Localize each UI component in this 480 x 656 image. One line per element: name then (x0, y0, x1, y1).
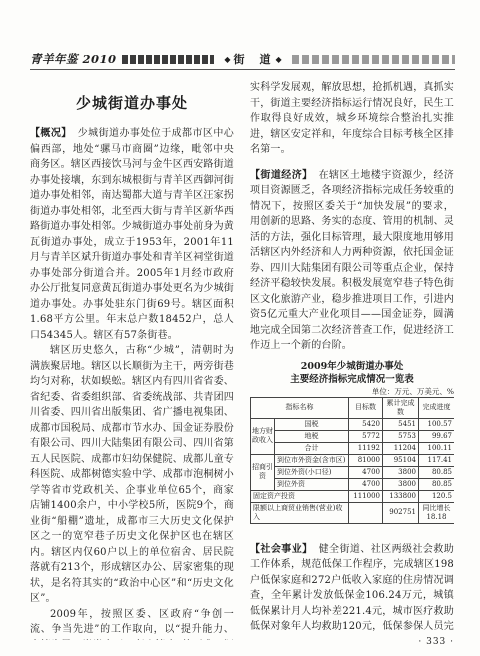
economy-paragraph (250, 168, 454, 354)
row-completed: 11204 (383, 442, 419, 454)
row-target: 81000 (349, 454, 383, 466)
row-completed: 5451 (383, 418, 419, 430)
economic-indicators-table (250, 397, 454, 524)
social-text: 健全街道、社区两级社会救助工作体系，规范低保工作程序，完成辖区198户低保家庭和272户低收入家庭的住房情况调查，全年累计发放低保金106.24万元，城镇低保累计月人均补差221.4元，城市医疗救助低保对象年人均救助120元，低保参保人员完 (250, 543, 454, 632)
row-target: 111000 (349, 490, 383, 502)
economy-label: 【街道经济】 (250, 169, 313, 181)
row-item: 到位外资 (275, 478, 349, 490)
social-paragraph (250, 542, 454, 635)
header-rule (30, 69, 455, 70)
group-investment-attraction: 招商引资 (251, 454, 275, 490)
row-target: 4700 (349, 466, 383, 478)
overview-text: 少城街道办事处位于成都市区中心偏西部，地处“骡马市商圈”边缘，毗邻中央商务区。辖区西接饮马河与金牛区西安路街道办事处接壤，东到东城根街与青羊区西御河街道办事处相邻，南达蜀都大道与青羊区汪家拐街道办事处相邻，北至西大街与青羊区新华西路街道办事处相邻。少城街道办事处前身为黄瓦街道办事处，成立于1953年，2001年11月与青羊区斌升街道办事处和青羊区祠堂街道办事处部分街道合并。2005年1月经市政府办公厅批复同意黄瓦街道办事处更名为少城街道办事处。办事处驻东门街69号。辖区面积1.68平方公里。年末总户数18452户，总人口54345人。辖区有57条街巷。 (30, 128, 234, 341)
header-section (216, 51, 290, 67)
book-title: 青羊年鉴 2010 (30, 52, 117, 66)
economic-indicators-table-block (250, 360, 454, 524)
running-header (30, 50, 455, 71)
header-pattern-right (292, 55, 455, 64)
row-progress: 100.11 (419, 442, 455, 454)
history-paragraph: 辖区历史悠久，古称“少城”，清朝时为满族聚居地。辖区以长顺街为主干，两旁街巷均匀对称，状如蜈蚣。辖区内有四川省省委、省纪委、省委组织部、省委统战部、共青团四川省委、四川省出版集团、省广播电视集团、成都市国税局、成都市节水办、国金证券股份有限公司、四川大陆集团有限公司、四川省第五人民医院、成都市妇幼保健院、成都儿童专科医院、成都树德实验中学、成都市泡桐树小学等省市党政机关、企事业单位65个，商家店铺1400余户，中小学校5所，医院9个，商业街“船棚”遗址，成都市三大历史文化保护区之一的宽窄巷子历史文化保护区也在辖区内。辖区内仅60户以上的单位宿舍、居民院落就有213个，形成辖区办公、居家密集的现状，是名符其实的“政治中心区”和“历史文化区”。 (30, 345, 234, 604)
row-target: 5772 (349, 430, 383, 442)
row-completed: 5753 (383, 430, 419, 442)
row-item: 限额以上商贸业销售(营业)收入 (251, 502, 349, 523)
header-pattern-left (122, 55, 214, 64)
row-completed: 3800 (383, 466, 419, 478)
right-column (250, 80, 454, 634)
economy-text: 在辖区土地楼宇资源少，经济项目资源匮乏，各项经济指标完成任务较重的情况下，按照区委关于“加快发展”的要求，用创新的思路、务实的态度、管用的机制、灵活的方法，强化目标管理，最大限度地用够用活辖区内外经济和人力两种资源，依托国金证券、四川大陆集团有限公司等重点企业，保持经济平稳较快发展。积极发展宽窄巷子特色街区文化旅游产业，稳步推进项目工作，引进内资5亿元重大产业化项目——国金证券，圆满地完成全国第二次经济普查工作，促进经济工作迈上一个新的台阶。 (250, 169, 454, 351)
header-target: 目标数 (349, 397, 383, 418)
row-item: 固定资产投资 (251, 490, 349, 502)
table-row (251, 418, 455, 430)
row-item: 国税 (275, 418, 349, 430)
row-item: 到位外资(小口径) (275, 466, 349, 478)
row-progress: 117.41 (419, 454, 455, 466)
header-completed: 累计完成数 (383, 397, 419, 418)
table-row (251, 442, 455, 454)
row-target: 4700 (349, 478, 383, 490)
row-progress-value: 18.18 (426, 512, 447, 521)
row-progress: 80.85 (419, 478, 455, 490)
page-number: · 333 · (418, 637, 454, 647)
header-progress: 完成进度 (419, 397, 455, 418)
row-progress: 120.5 (419, 490, 455, 502)
row-item: 到位市外资金(含市区) (275, 454, 349, 466)
table-title-line1: 2009年少城街道办事处 (300, 360, 404, 372)
diamond-icon (276, 54, 282, 64)
table-unit: 单位：万元、万美元、% (371, 386, 454, 396)
row-completed: 3800 (383, 478, 419, 490)
row-progress-label: 同比增长 (422, 503, 451, 512)
table-row (251, 454, 455, 466)
group-fiscal-revenue: 地方财政收入 (251, 418, 275, 454)
row-progress: 80.85 (419, 466, 455, 478)
row-completed: 133800 (383, 490, 419, 502)
year-summary-paragraph: 2009年，按照区委、区政府“争创一流、争当先进”的工作取向，以“提升能力、 (30, 608, 234, 635)
year-summary-continued: 实科学发展观，解放思想，抢抓机遇，真抓实干，街道主要经济指标运行情况良好，民生工作取得良好成效，城乡环境综合整治扎实推进，辖区安定祥和，年度综合目标考核全区排名第一。 (250, 82, 454, 155)
table-title-line2: 主要经济指标完成情况一览表 (290, 373, 414, 385)
row-item: 地税 (275, 430, 349, 442)
header-indicator: 指标名称 (251, 397, 349, 418)
row-target: 5420 (349, 418, 383, 430)
social-label: 【社会事业】 (250, 543, 313, 555)
row-item: 合计 (275, 442, 349, 454)
table-row (251, 466, 455, 478)
row-completed: 95104 (383, 454, 419, 466)
overview-paragraph (30, 126, 234, 343)
diamond-icon (224, 54, 230, 64)
row-target: 11192 (349, 442, 383, 454)
row-progress: 100.57 (419, 418, 455, 430)
section-title: 街 道 (233, 53, 273, 66)
table-row (251, 478, 455, 490)
row-progress: 99.67 (419, 430, 455, 442)
row-completed: 902751 (383, 502, 419, 523)
table-header-row (251, 397, 455, 418)
overview-label: 【概况】 (30, 128, 72, 139)
table-row (251, 502, 455, 523)
left-column (30, 126, 234, 640)
table-row (251, 490, 455, 502)
row-target (349, 502, 383, 523)
table-row (251, 430, 455, 442)
row-progress (419, 502, 455, 523)
article-title: 少城街道办事处 (75, 94, 188, 112)
